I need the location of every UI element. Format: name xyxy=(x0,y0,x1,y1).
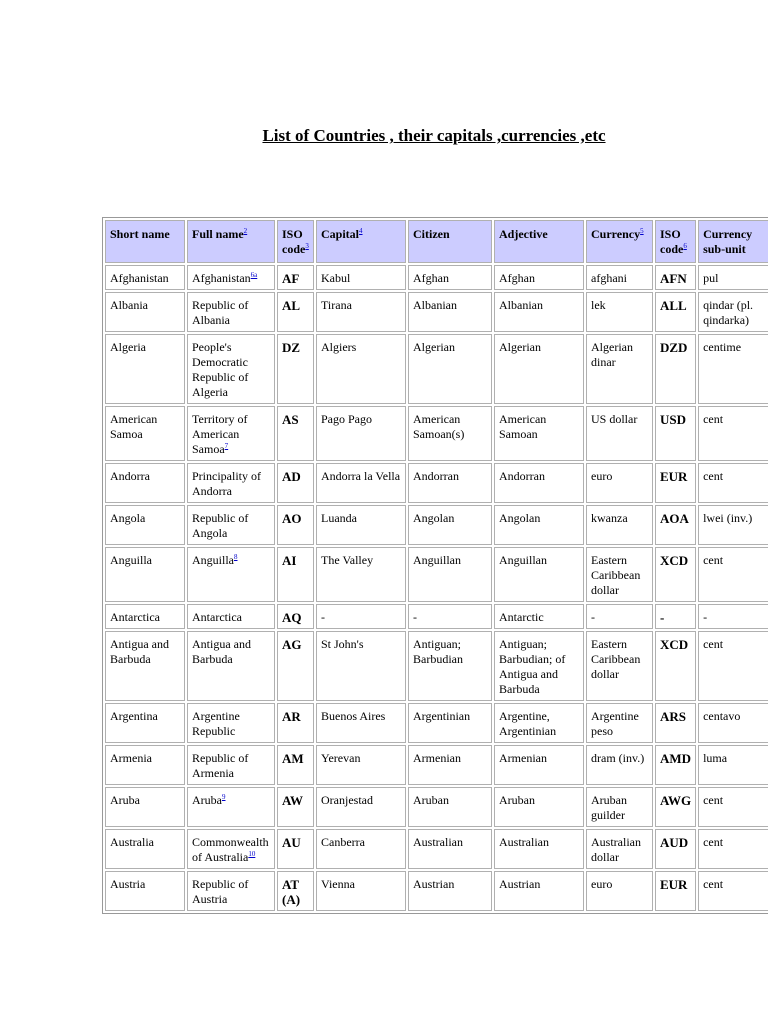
cell-short-name xyxy=(105,787,185,827)
cell-currency-sub-unit xyxy=(698,463,768,503)
cell-capital xyxy=(316,547,406,602)
cell-text: Eastern Caribbean dollar xyxy=(591,637,641,681)
cell-currency-sub-unit xyxy=(698,334,768,404)
footnote-link[interactable]: 6a xyxy=(250,271,258,279)
cell-text: cent xyxy=(703,412,724,426)
cell-text: Angola xyxy=(110,511,146,525)
cell-citizen xyxy=(408,829,492,869)
column-header-label: Capital xyxy=(321,227,360,241)
cell-text: Andorran xyxy=(499,469,545,483)
cell-text: Armenian xyxy=(413,751,461,765)
cell-capital xyxy=(316,463,406,503)
footnote-link[interactable]: 8 xyxy=(234,553,238,561)
cell-citizen xyxy=(408,745,492,785)
cell-text: DZD xyxy=(660,340,688,355)
column-header-currency-sub-unit xyxy=(698,220,768,263)
cell-citizen xyxy=(408,703,492,743)
cell-full-name xyxy=(187,547,275,602)
cell-citizen xyxy=(408,334,492,404)
cell-text: ARS xyxy=(660,709,687,724)
cell-text: Oranjestad xyxy=(321,793,373,807)
cell-iso-code xyxy=(277,787,314,827)
cell-text: cent xyxy=(703,877,724,891)
cell-text: cent xyxy=(703,553,724,567)
cell-text: Algeria xyxy=(110,340,146,354)
cell-short-name xyxy=(105,871,185,911)
cell-text: ALL xyxy=(660,298,687,313)
cell-text: Austrian xyxy=(413,877,455,891)
column-header-label: Short name xyxy=(110,227,170,241)
cell-text: Antigua and Barbuda xyxy=(192,637,251,666)
cell-adjective xyxy=(494,406,584,461)
cell-full-name xyxy=(187,292,275,332)
cell-text: Algiers xyxy=(321,340,357,354)
cell-currency xyxy=(586,871,653,911)
cell-currency-iso xyxy=(655,745,696,785)
cell-text: Anguilla xyxy=(192,553,234,567)
column-header-label: Full name xyxy=(192,227,244,241)
cell-adjective xyxy=(494,604,584,629)
cell-text: Austria xyxy=(110,877,146,891)
table-row xyxy=(105,265,768,290)
cell-iso-code xyxy=(277,829,314,869)
cell-currency-sub-unit xyxy=(698,631,768,701)
cell-iso-code xyxy=(277,334,314,404)
cell-text: US dollar xyxy=(591,412,638,426)
cell-capital xyxy=(316,505,406,545)
countries-table xyxy=(102,217,768,914)
cell-short-name xyxy=(105,265,185,290)
cell-text: Aruban guilder xyxy=(591,793,627,822)
cell-text: Antiguan; Barbudian xyxy=(413,637,463,666)
cell-text: Armenian xyxy=(499,751,547,765)
cell-capital xyxy=(316,265,406,290)
cell-text: Austrian xyxy=(499,877,541,891)
cell-currency-iso xyxy=(655,334,696,404)
cell-text: DZ xyxy=(282,340,301,355)
cell-currency xyxy=(586,604,653,629)
cell-text: cent xyxy=(703,835,724,849)
cell-currency-sub-unit xyxy=(698,406,768,461)
cell-text: Argentinian xyxy=(413,709,471,723)
cell-text: Antarctica xyxy=(192,610,242,624)
cell-iso-code xyxy=(277,547,314,602)
cell-text: Algerian xyxy=(413,340,455,354)
cell-capital xyxy=(316,829,406,869)
cell-text: EUR xyxy=(660,469,688,484)
cell-text: lek xyxy=(591,298,606,312)
cell-text: Albanian xyxy=(499,298,543,312)
cell-text: Pago Pago xyxy=(321,412,372,426)
footnote-link[interactable]: 5 xyxy=(640,227,644,235)
cell-text: Andorra la Vella xyxy=(321,469,401,483)
cell-text: Vienna xyxy=(321,877,355,891)
cell-text: Tirana xyxy=(321,298,352,312)
column-header-currency-iso-code xyxy=(655,220,696,263)
footnote-link[interactable]: 10 xyxy=(248,850,256,858)
cell-short-name xyxy=(105,463,185,503)
cell-text: Commonwealth of Australia xyxy=(192,835,269,864)
cell-text: Anguillan xyxy=(499,553,547,567)
cell-full-name xyxy=(187,505,275,545)
table-row xyxy=(105,505,768,545)
cell-text: EUR xyxy=(660,877,688,892)
cell-adjective xyxy=(494,829,584,869)
cell-text: AFN xyxy=(660,271,687,286)
cell-iso-code xyxy=(277,631,314,701)
cell-text: AO xyxy=(282,511,302,526)
cell-text: euro xyxy=(591,469,613,483)
cell-text: - xyxy=(660,610,665,625)
table-row xyxy=(105,334,768,404)
cell-text: Territory of American Samoa xyxy=(192,412,248,456)
cell-citizen xyxy=(408,604,492,629)
cell-citizen xyxy=(408,505,492,545)
cell-currency-sub-unit xyxy=(698,745,768,785)
footnote-link[interactable]: 6 xyxy=(683,242,687,250)
cell-text: AOA xyxy=(660,511,689,526)
cell-text: lwei (inv.) xyxy=(703,511,753,525)
cell-currency xyxy=(586,745,653,785)
cell-short-name xyxy=(105,829,185,869)
cell-iso-code xyxy=(277,463,314,503)
cell-currency-iso xyxy=(655,292,696,332)
cell-iso-code xyxy=(277,265,314,290)
cell-text: Argentina xyxy=(110,709,158,723)
cell-text: centime xyxy=(703,340,742,354)
cell-currency-iso xyxy=(655,604,696,629)
cell-iso-code xyxy=(277,292,314,332)
cell-text: XCD xyxy=(660,637,689,652)
cell-citizen xyxy=(408,265,492,290)
cell-currency xyxy=(586,829,653,869)
table-row xyxy=(105,871,768,911)
cell-text: AF xyxy=(282,271,300,286)
cell-capital xyxy=(316,631,406,701)
cell-full-name xyxy=(187,787,275,827)
table-row xyxy=(105,829,768,869)
cell-currency-sub-unit xyxy=(698,871,768,911)
table-row xyxy=(105,604,768,629)
cell-text: Antarctic xyxy=(499,610,544,624)
countries-table-wrapper xyxy=(102,217,768,914)
cell-iso-code xyxy=(277,604,314,629)
cell-text: Afghan xyxy=(413,271,449,285)
cell-iso-code xyxy=(277,505,314,545)
column-header-label: ISO code xyxy=(282,227,306,256)
cell-text: The Valley xyxy=(321,553,374,567)
cell-text: AL xyxy=(282,298,301,313)
cell-currency-iso xyxy=(655,703,696,743)
cell-text: luma xyxy=(703,751,728,765)
column-header-full-name xyxy=(187,220,275,263)
cell-text: Australian xyxy=(413,835,463,849)
cell-text: Republic of Armenia xyxy=(192,751,249,780)
table-row xyxy=(105,406,768,461)
cell-text: American Samoan(s) xyxy=(413,412,465,441)
cell-currency xyxy=(586,292,653,332)
cell-currency-sub-unit xyxy=(698,265,768,290)
page-title: List of Countries , their capitals ,currencies ,etc xyxy=(262,126,606,145)
cell-text: People's Democratic Republic of Algeria xyxy=(192,340,249,399)
cell-citizen xyxy=(408,787,492,827)
cell-currency-sub-unit xyxy=(698,604,768,629)
cell-currency-iso xyxy=(655,871,696,911)
column-header-short-name xyxy=(105,220,185,263)
cell-full-name xyxy=(187,631,275,701)
table-row xyxy=(105,292,768,332)
cell-text: afghani xyxy=(591,271,627,285)
column-header-label: Currency sub-unit xyxy=(703,227,753,256)
cell-capital xyxy=(316,292,406,332)
cell-text: AT (A) xyxy=(282,877,301,907)
cell-text: Aruba xyxy=(192,793,222,807)
cell-text: Anguillan xyxy=(413,553,461,567)
table-row xyxy=(105,703,768,743)
table-row xyxy=(105,787,768,827)
cell-currency xyxy=(586,547,653,602)
cell-text: Antarctica xyxy=(110,610,160,624)
cell-currency-iso xyxy=(655,631,696,701)
cell-currency-sub-unit xyxy=(698,787,768,827)
column-header-label: Citizen xyxy=(413,227,450,241)
cell-iso-code xyxy=(277,871,314,911)
cell-currency xyxy=(586,406,653,461)
cell-adjective xyxy=(494,871,584,911)
cell-text: AU xyxy=(282,835,301,850)
cell-currency-iso xyxy=(655,505,696,545)
cell-currency-sub-unit xyxy=(698,505,768,545)
cell-citizen xyxy=(408,406,492,461)
cell-capital xyxy=(316,604,406,629)
cell-text: - xyxy=(703,610,708,624)
cell-adjective xyxy=(494,745,584,785)
cell-text: Buenos Aires xyxy=(321,709,386,723)
cell-adjective xyxy=(494,547,584,602)
cell-currency xyxy=(586,265,653,290)
cell-text: AWG xyxy=(660,793,692,808)
footnote-link[interactable]: 9 xyxy=(222,793,226,801)
cell-text: Luanda xyxy=(321,511,357,525)
cell-currency-iso xyxy=(655,406,696,461)
cell-iso-code xyxy=(277,745,314,785)
cell-text: - xyxy=(413,610,417,624)
cell-text: Angolan xyxy=(499,511,541,525)
cell-text: Andorran xyxy=(413,469,459,483)
cell-short-name xyxy=(105,292,185,332)
cell-text: American Samoa xyxy=(110,412,158,441)
cell-text: Aruba xyxy=(110,793,140,807)
cell-text: AQ xyxy=(282,610,302,625)
cell-text: Algerian dinar xyxy=(591,340,633,369)
cell-text: qindar (pl. qindarka) xyxy=(703,298,754,327)
cell-currency xyxy=(586,787,653,827)
table-body xyxy=(105,265,768,911)
cell-text: pul xyxy=(703,271,719,285)
cell-text: Republic of Angola xyxy=(192,511,249,540)
table-row xyxy=(105,745,768,785)
column-header-label: Adjective xyxy=(499,227,548,241)
table-row xyxy=(105,547,768,602)
cell-currency-iso xyxy=(655,463,696,503)
cell-currency xyxy=(586,631,653,701)
cell-currency-iso xyxy=(655,787,696,827)
cell-full-name xyxy=(187,334,275,404)
cell-text: AG xyxy=(282,637,302,652)
cell-text: Albania xyxy=(110,298,148,312)
cell-text: XCD xyxy=(660,553,689,568)
cell-currency-iso xyxy=(655,265,696,290)
cell-capital xyxy=(316,703,406,743)
cell-text: Australian dollar xyxy=(591,835,641,864)
cell-text: Argentine, Argentinian xyxy=(499,709,557,738)
cell-adjective xyxy=(494,463,584,503)
cell-text: - xyxy=(591,610,595,624)
cell-text: Australian xyxy=(499,835,549,849)
column-header-currency xyxy=(586,220,653,263)
cell-short-name xyxy=(105,745,185,785)
footnote-link[interactable]: 3 xyxy=(305,242,309,250)
cell-currency xyxy=(586,334,653,404)
cell-text: American Samoan xyxy=(499,412,547,441)
cell-text: centavo xyxy=(703,709,741,723)
cell-text: Eastern Caribbean dollar xyxy=(591,553,641,597)
cell-text: Australia xyxy=(110,835,154,849)
cell-text: dram (inv.) xyxy=(591,751,645,765)
cell-full-name xyxy=(187,265,275,290)
cell-capital xyxy=(316,745,406,785)
cell-adjective xyxy=(494,787,584,827)
cell-citizen xyxy=(408,547,492,602)
cell-currency xyxy=(586,703,653,743)
cell-iso-code xyxy=(277,703,314,743)
column-header-citizen xyxy=(408,220,492,263)
cell-text: Algerian xyxy=(499,340,541,354)
table-row xyxy=(105,631,768,701)
cell-text: AD xyxy=(282,469,301,484)
cell-capital xyxy=(316,871,406,911)
cell-capital xyxy=(316,406,406,461)
cell-capital xyxy=(316,334,406,404)
column-header-label: ISO code xyxy=(660,227,684,256)
cell-currency xyxy=(586,463,653,503)
table-header-row xyxy=(105,220,768,263)
cell-adjective xyxy=(494,265,584,290)
cell-currency xyxy=(586,505,653,545)
cell-text: USD xyxy=(660,412,687,427)
cell-short-name xyxy=(105,604,185,629)
cell-citizen xyxy=(408,463,492,503)
cell-full-name xyxy=(187,829,275,869)
cell-citizen xyxy=(408,292,492,332)
cell-full-name xyxy=(187,703,275,743)
cell-text: cent xyxy=(703,637,724,651)
footnote-link[interactable]: 4 xyxy=(359,227,363,235)
column-header-capital xyxy=(316,220,406,263)
cell-text: AUD xyxy=(660,835,689,850)
cell-text: kwanza xyxy=(591,511,628,525)
cell-short-name xyxy=(105,703,185,743)
footnote-link[interactable]: 2 xyxy=(243,227,248,235)
footnote-link[interactable]: 7 xyxy=(224,442,229,450)
cell-citizen xyxy=(408,631,492,701)
cell-text: Yerevan xyxy=(321,751,361,765)
cell-text: Aruban xyxy=(499,793,535,807)
cell-full-name xyxy=(187,406,275,461)
column-header-adjective xyxy=(494,220,584,263)
cell-text: Angolan xyxy=(413,511,455,525)
cell-text: Afghanistan xyxy=(192,271,251,285)
cell-adjective xyxy=(494,334,584,404)
cell-full-name xyxy=(187,745,275,785)
cell-text: AMD xyxy=(660,751,692,766)
cell-capital xyxy=(316,787,406,827)
cell-text: AI xyxy=(282,553,297,568)
cell-iso-code xyxy=(277,406,314,461)
cell-text: Antigua and Barbuda xyxy=(110,637,169,666)
cell-text: AR xyxy=(282,709,301,724)
cell-text: St John's xyxy=(321,637,364,651)
cell-text: Canberra xyxy=(321,835,365,849)
cell-short-name xyxy=(105,631,185,701)
cell-currency-sub-unit xyxy=(698,547,768,602)
cell-text: Argentine peso xyxy=(591,709,639,738)
cell-adjective xyxy=(494,631,584,701)
cell-text: Aruban xyxy=(413,793,449,807)
cell-currency-sub-unit xyxy=(698,292,768,332)
cell-text: - xyxy=(321,610,325,624)
cell-text: AM xyxy=(282,751,304,766)
cell-text: AW xyxy=(282,793,303,808)
cell-text: AS xyxy=(282,412,299,427)
cell-text: euro xyxy=(591,877,613,891)
cell-text: Anguilla xyxy=(110,553,152,567)
cell-short-name xyxy=(105,505,185,545)
cell-adjective xyxy=(494,292,584,332)
column-header-label: Currency xyxy=(591,227,641,241)
cell-text: Antiguan; Barbudian; of Antigua and Barbuda xyxy=(499,637,566,696)
cell-text: Kabul xyxy=(321,271,351,285)
cell-text: Afghanistan xyxy=(110,271,169,285)
cell-adjective xyxy=(494,703,584,743)
cell-currency-iso xyxy=(655,829,696,869)
cell-text: Principality of Andorra xyxy=(192,469,261,498)
cell-adjective xyxy=(494,505,584,545)
cell-full-name xyxy=(187,604,275,629)
cell-text: cent xyxy=(703,793,724,807)
cell-full-name xyxy=(187,463,275,503)
cell-short-name xyxy=(105,334,185,404)
cell-text: Albanian xyxy=(413,298,457,312)
cell-currency-sub-unit xyxy=(698,829,768,869)
cell-short-name xyxy=(105,406,185,461)
cell-currency-iso xyxy=(655,547,696,602)
cell-text: Afghan xyxy=(499,271,535,285)
cell-currency-sub-unit xyxy=(698,703,768,743)
table-row xyxy=(105,463,768,503)
cell-citizen xyxy=(408,871,492,911)
cell-text: Republic of Austria xyxy=(192,877,249,906)
column-header-iso-code xyxy=(277,220,314,263)
cell-full-name xyxy=(187,871,275,911)
cell-text: Republic of Albania xyxy=(192,298,249,327)
cell-text: cent xyxy=(703,469,724,483)
cell-text: Armenia xyxy=(110,751,152,765)
cell-text: Andorra xyxy=(110,469,150,483)
cell-short-name xyxy=(105,547,185,602)
cell-text: Argentine Republic xyxy=(192,709,240,738)
